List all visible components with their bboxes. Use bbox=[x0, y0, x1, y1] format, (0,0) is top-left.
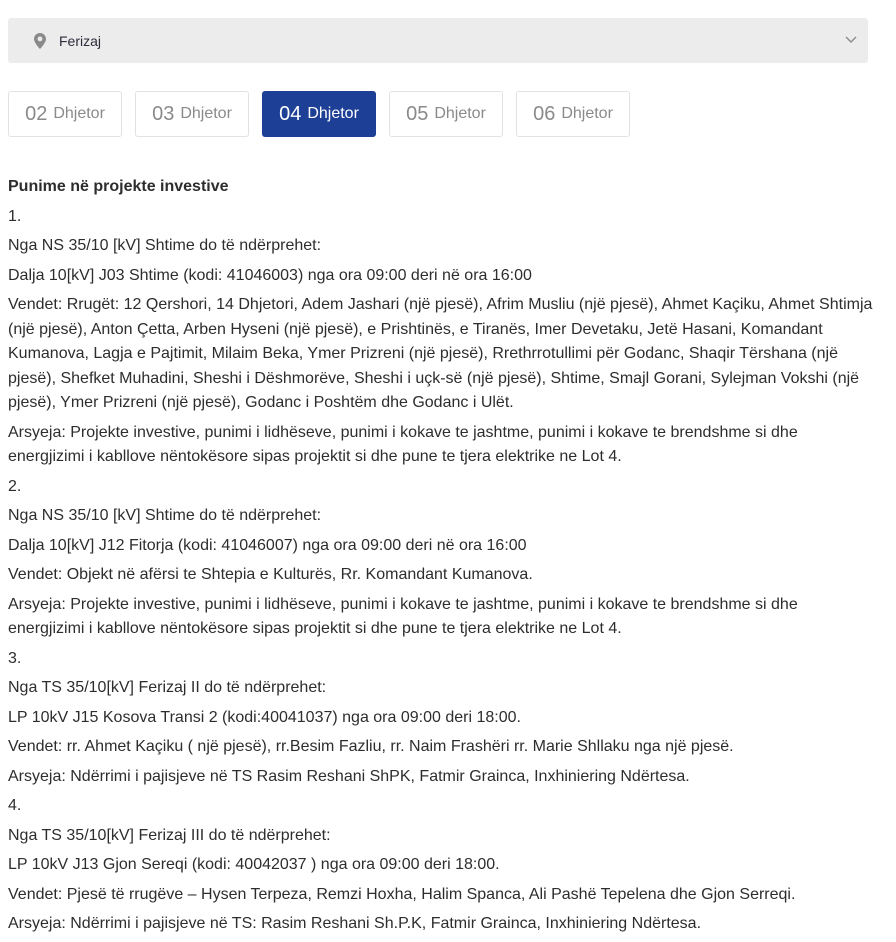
entry-reason: Arsyeja: Ndërrimi i pajisjeve në TS Rasim Reshani ShPK, Fatmir Grainca, Inxhiniering Ndërtesa. bbox=[8, 767, 690, 785]
entry-line: Dalja 10[kV] J12 Fitorja (kodi: 41046007) nga ora 09:00 deri në ora 16:00 bbox=[8, 536, 527, 554]
entry-number: 2. bbox=[8, 477, 22, 495]
outage-content bbox=[8, 175, 878, 942]
entry-number: 1. bbox=[8, 207, 22, 225]
date-month: Dhjetor bbox=[180, 105, 232, 122]
date-tab-06[interactable] bbox=[516, 91, 630, 137]
entry-places: Vendet: rr. Ahmet Kaçiku ( një pjesë), rr.Besim Fazliu, rr. Naim Frashëri rr. Marie Shllaku nga një pjesë. bbox=[8, 738, 734, 755]
entry-number: 4. bbox=[8, 797, 22, 814]
entry-source: Nga NS 35/10 [kV] Shtime do të ndërprehet: bbox=[8, 507, 322, 524]
entry-places: Vendet: Pjesë të rrugëve – Hysen Terpeza, Remzi Hoxha, Halim Spanca, Ali Pashë Tepelena dhe Gjon Serreqi. bbox=[8, 885, 796, 903]
map-pin-icon bbox=[34, 33, 46, 49]
entry-line: LP 10kV J15 Kosova Transi 2 (kodi:40041037) nga ora 09:00 deri 18:00. bbox=[8, 708, 521, 726]
entry-source: Nga NS 35/10 [kV] Shtime do të ndërprehet: bbox=[8, 237, 322, 254]
entry-reason: Arsyeja: Projekte investive, punimi i lidhëseve, punimi i kokave te jashtme, punimi i kokave te brendshme si dhe energjizimi i kabllove nëntokësore sipas projektit si dhe pune te tjera elektrike ne Lot 4. bbox=[8, 423, 798, 465]
date-tab-03[interactable] bbox=[135, 91, 249, 137]
date-tabs bbox=[8, 91, 630, 137]
location-select[interactable] bbox=[8, 18, 868, 63]
date-day: 05 bbox=[406, 102, 429, 125]
date-tab-02[interactable] bbox=[8, 91, 122, 137]
entry-places: Vendet: Objekt në afërsi te Shtepia e Kulturës, Rr. Komandant Kumanova. bbox=[8, 566, 533, 583]
date-day: 06 bbox=[533, 102, 556, 125]
entry-reason: Arsyeja: Projekte investive, punimi i lidhëseve, punimi i kokave te jashtme, punimi i kokave te brendshme si dhe energjizimi i kabllove nëntokësore sipas projektit si dhe pune te tjera elektrike ne Lot 4. bbox=[8, 595, 798, 637]
location-select-value: Ferizaj bbox=[59, 32, 102, 49]
entry-line: LP 10kV J13 Gjon Sereqi (kodi: 40042037 ) nga ora 09:00 deri 18:00. bbox=[8, 856, 500, 873]
date-month: Dhjetor bbox=[53, 105, 105, 122]
date-tab-05[interactable] bbox=[389, 91, 503, 137]
entry-reason: Arsyeja: Ndërrimi i pajisjeve në TS: Rasim Reshani Sh.P.K, Fatmir Grainca, Inxhiniering Ndërtesa. bbox=[8, 915, 702, 932]
section-heading: Punime në projekte investive bbox=[8, 178, 229, 195]
entry-places: Vendet: Rrugët: 12 Qershori, 14 Dhjetori, Adem Jashari (një pjesë), Afrim Musliu (një pjesë), Ahmet Kaçiku, Ahmet Shtimja (një pjesë), Anton Çetta, Arben Hyseni (një pjesë), e Prishtinës, e Tiranës, Imer Devetaku, Jetë Hasani, Komandant Kumanova, Lagja e Pajtimit, Milaim Beka, Ymer Prizreni (një pjesë), Rrethrrotullimi për Godanc, Shaqir Tërshana (një pjesë), Shefket Muhadini, Sheshi i Dëshmorëve, Sheshi i uçk-së (një pjesë), Shtime, Smajl Gorani, Sylejman Vokshi (një pjesë), Ymer Prizreni (një pjesë), Godanc i Poshtëm dhe Godanc i Ulët. bbox=[8, 296, 873, 411]
entry-number: 3. bbox=[8, 649, 22, 667]
chevron-down-icon bbox=[844, 32, 858, 46]
date-tab-04[interactable] bbox=[262, 91, 376, 137]
date-day: 03 bbox=[152, 102, 175, 125]
date-month: Dhjetor bbox=[307, 105, 359, 122]
date-month: Dhjetor bbox=[434, 105, 486, 122]
entry-line: Dalja 10[kV] J03 Shtime (kodi: 41046003) nga ora 09:00 deri në ora 16:00 bbox=[8, 266, 532, 284]
entry-source: Nga TS 35/10[kV] Ferizaj III do të ndërprehet: bbox=[8, 826, 331, 844]
date-month: Dhjetor bbox=[561, 105, 613, 122]
entry-source: Nga TS 35/10[kV] Ferizaj II do të ndërprehet: bbox=[8, 679, 327, 696]
date-day: 02 bbox=[25, 102, 48, 125]
date-day: 04 bbox=[279, 102, 302, 125]
